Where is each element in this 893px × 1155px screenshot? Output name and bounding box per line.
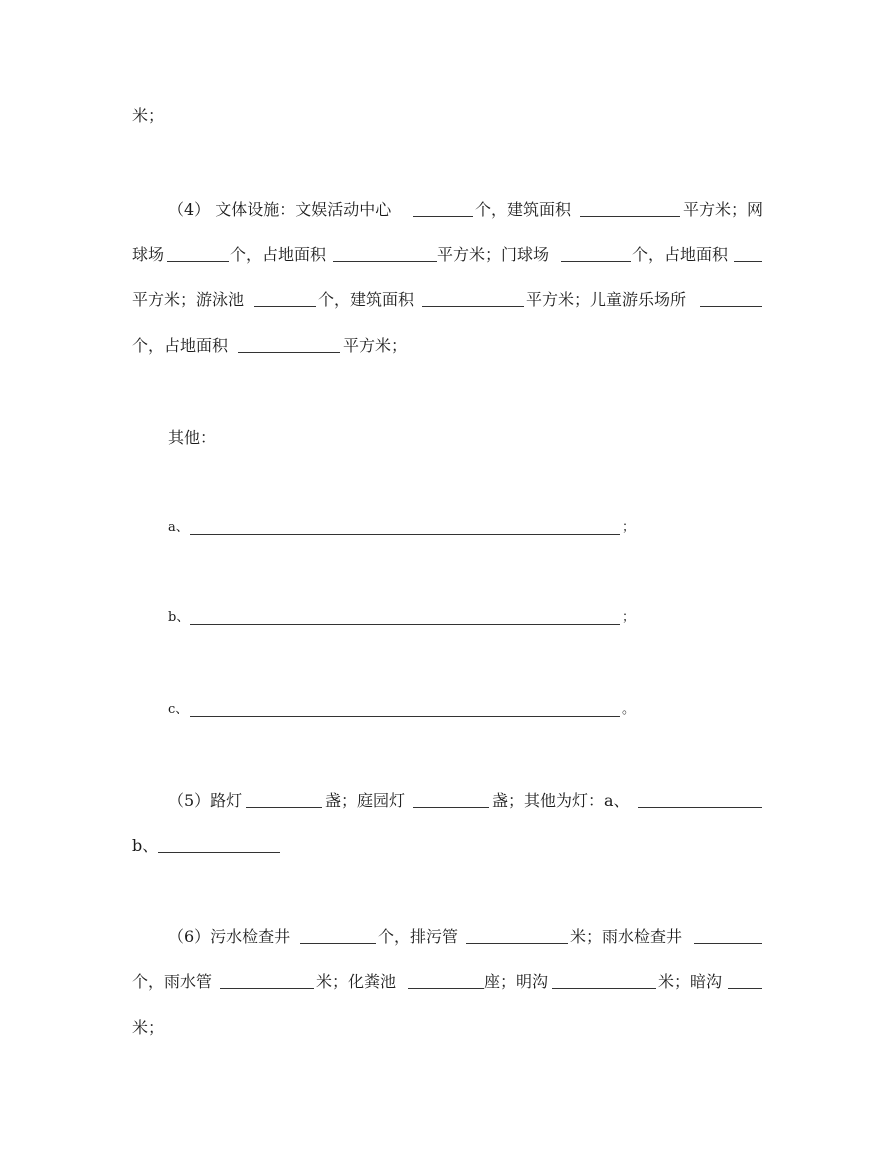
blank-field[interactable] — [167, 261, 229, 262]
s6-l1-a: （6）污水检查井 — [168, 927, 291, 946]
blank-field[interactable] — [638, 807, 762, 808]
s4-l4-b: 平方米； — [343, 336, 408, 355]
s4-l2-b: 个，占地面积 — [230, 245, 327, 264]
blank-field[interactable] — [413, 807, 489, 808]
s6-l3-a: 米； — [132, 1018, 165, 1037]
s6-l2-b: 米；化粪池 — [316, 972, 397, 991]
s6-line-3 — [0, 1016, 893, 1040]
s5-l1-c: 盏；其他为灯：a、 — [492, 791, 630, 810]
top-tail-text: 米； — [132, 106, 165, 125]
blank-field[interactable] — [552, 988, 656, 989]
others-c-line — [0, 698, 893, 722]
s5-l2-a: b、 — [132, 836, 159, 855]
blank-field[interactable] — [220, 988, 314, 989]
blank-field[interactable] — [246, 807, 322, 808]
s4-l3-c: 平方米；儿童游乐场所 — [526, 290, 687, 309]
blank-field[interactable] — [466, 943, 568, 944]
s4-line-3 — [0, 288, 893, 312]
s4-l1-prefix: （4） 文体设施：文娱活动中心 — [168, 200, 392, 219]
blank-field[interactable] — [158, 852, 280, 853]
blank-field[interactable] — [580, 216, 680, 217]
s4-line-4 — [0, 334, 893, 358]
others-c-end: 。 — [622, 702, 636, 717]
s5-line-1 — [0, 789, 893, 813]
others-heading: 其他： — [168, 428, 217, 447]
s4-l1-mid: 个，建筑面积 — [475, 200, 572, 219]
blank-field[interactable] — [700, 306, 762, 307]
blank-field[interactable] — [728, 988, 762, 989]
blank-field[interactable] — [422, 306, 524, 307]
s4-line-2 — [0, 243, 893, 267]
others-c-label: c、 — [168, 702, 189, 717]
s4-l2-d: 个，占地面积 — [632, 245, 729, 264]
blank-field[interactable] — [413, 216, 473, 217]
blank-field[interactable] — [694, 943, 762, 944]
top-line — [0, 104, 893, 128]
blank-field[interactable] — [254, 306, 316, 307]
s6-l1-b: 个，排污管 — [378, 927, 459, 946]
blank-field[interactable] — [238, 352, 340, 353]
s4-l3-a: 平方米；游泳池 — [132, 290, 245, 309]
s6-l2-c: 座；明沟 — [484, 972, 549, 991]
s4-l3-b: 个，建筑面积 — [318, 290, 415, 309]
s5-l1-a: （5）路灯 — [168, 791, 243, 810]
blank-field[interactable] — [190, 716, 620, 717]
s6-l1-c: 米；雨水检查井 — [570, 927, 683, 946]
blank-field[interactable] — [561, 261, 631, 262]
s5-l1-b: 盏；庭园灯 — [325, 791, 406, 810]
s6-l2-a: 个，雨水管 — [132, 972, 213, 991]
others-b-line — [0, 606, 893, 630]
s4-l1-end: 平方米；网 — [683, 200, 764, 219]
blank-field[interactable] — [734, 261, 762, 262]
s4-l2-a: 球场 — [132, 245, 165, 264]
s4-l4-a: 个，占地面积 — [132, 336, 229, 355]
others-a-end: ； — [622, 520, 636, 535]
blank-field[interactable] — [300, 943, 376, 944]
s6-line-1 — [0, 925, 893, 949]
others-b-end: ； — [622, 610, 636, 625]
blank-field[interactable] — [190, 624, 620, 625]
s6-line-2 — [0, 970, 893, 994]
others-heading-line — [0, 426, 893, 450]
blank-field[interactable] — [408, 988, 484, 989]
others-a-line — [0, 516, 893, 540]
s5-line-2 — [0, 834, 893, 858]
others-a-label: a、 — [168, 520, 189, 535]
s4-l2-c: 平方米；门球场 — [437, 245, 550, 264]
blank-field[interactable] — [333, 261, 437, 262]
s4-line-1 — [0, 198, 893, 222]
s6-l2-d: 米；暗沟 — [658, 972, 723, 991]
blank-field[interactable] — [190, 534, 620, 535]
others-b-label: b、 — [168, 610, 190, 625]
